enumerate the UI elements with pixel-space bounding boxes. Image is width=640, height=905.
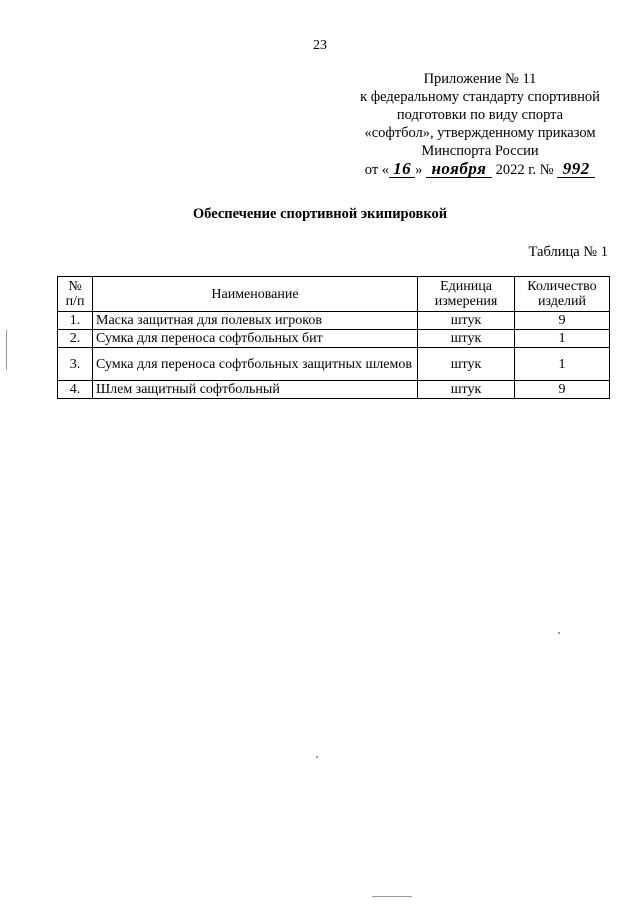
page-number: 23: [313, 38, 327, 53]
approval-line-2: к федеральному стандарту спортивной: [360, 89, 600, 105]
row-unit: штук: [418, 381, 515, 399]
approval-line-3: подготовки по виду спорта: [396, 107, 564, 123]
table-row: [58, 348, 610, 381]
order-date-prefix: от «: [364, 162, 390, 178]
row-unit: штук: [418, 312, 515, 330]
header-quantity: Количество изделий: [515, 277, 610, 312]
scan-speck: [316, 756, 318, 758]
scan-speck: [558, 632, 560, 634]
approval-line-1: Приложение № 11: [423, 71, 537, 87]
header-number: № п/п: [58, 277, 93, 312]
row-name: Маска защитная для полевых игроков: [93, 312, 418, 330]
row-number: 1.: [58, 312, 93, 330]
row-quantity: 9: [515, 381, 610, 399]
table-row: [58, 330, 610, 348]
order-day-handwritten: 16: [389, 161, 415, 178]
order-date-line: [330, 161, 630, 179]
row-quantity: 1: [515, 348, 610, 381]
document-title: Обеспечение спортивной экипировкой: [192, 206, 448, 222]
approval-line-4: «софтбол», утвержденному приказом: [364, 125, 596, 141]
row-quantity: 9: [515, 312, 610, 330]
table-caption: Таблица № 1: [528, 244, 608, 260]
equipment-table: [57, 276, 610, 399]
header-unit: Единица измерения: [418, 277, 515, 312]
row-unit: штук: [418, 348, 515, 381]
order-number-handwritten: 992: [557, 161, 595, 178]
scan-speck: [6, 330, 7, 370]
scan-speck: [372, 896, 412, 897]
row-number: 4.: [58, 381, 93, 399]
order-month-handwritten: ноября: [426, 161, 492, 178]
row-name: Сумка для переноса софтбольных бит: [93, 330, 418, 348]
table-row: [58, 312, 610, 330]
table-header-row: [58, 277, 610, 312]
table-row: [58, 381, 610, 399]
row-quantity: 1: [515, 330, 610, 348]
order-year-text: 2022 г. №: [495, 162, 554, 178]
approval-line-5: Минспорта России: [421, 143, 539, 159]
row-name: Шлем защитный софтбольный: [93, 381, 418, 399]
row-unit: штук: [418, 330, 515, 348]
header-name: Наименование: [93, 277, 418, 312]
approval-block: [330, 70, 630, 179]
row-number: 3.: [58, 348, 93, 381]
order-date-close-quote: »: [415, 162, 423, 178]
row-name: Сумка для переноса софтбольных защитных шлемов: [93, 348, 418, 381]
row-number: 2.: [58, 330, 93, 348]
